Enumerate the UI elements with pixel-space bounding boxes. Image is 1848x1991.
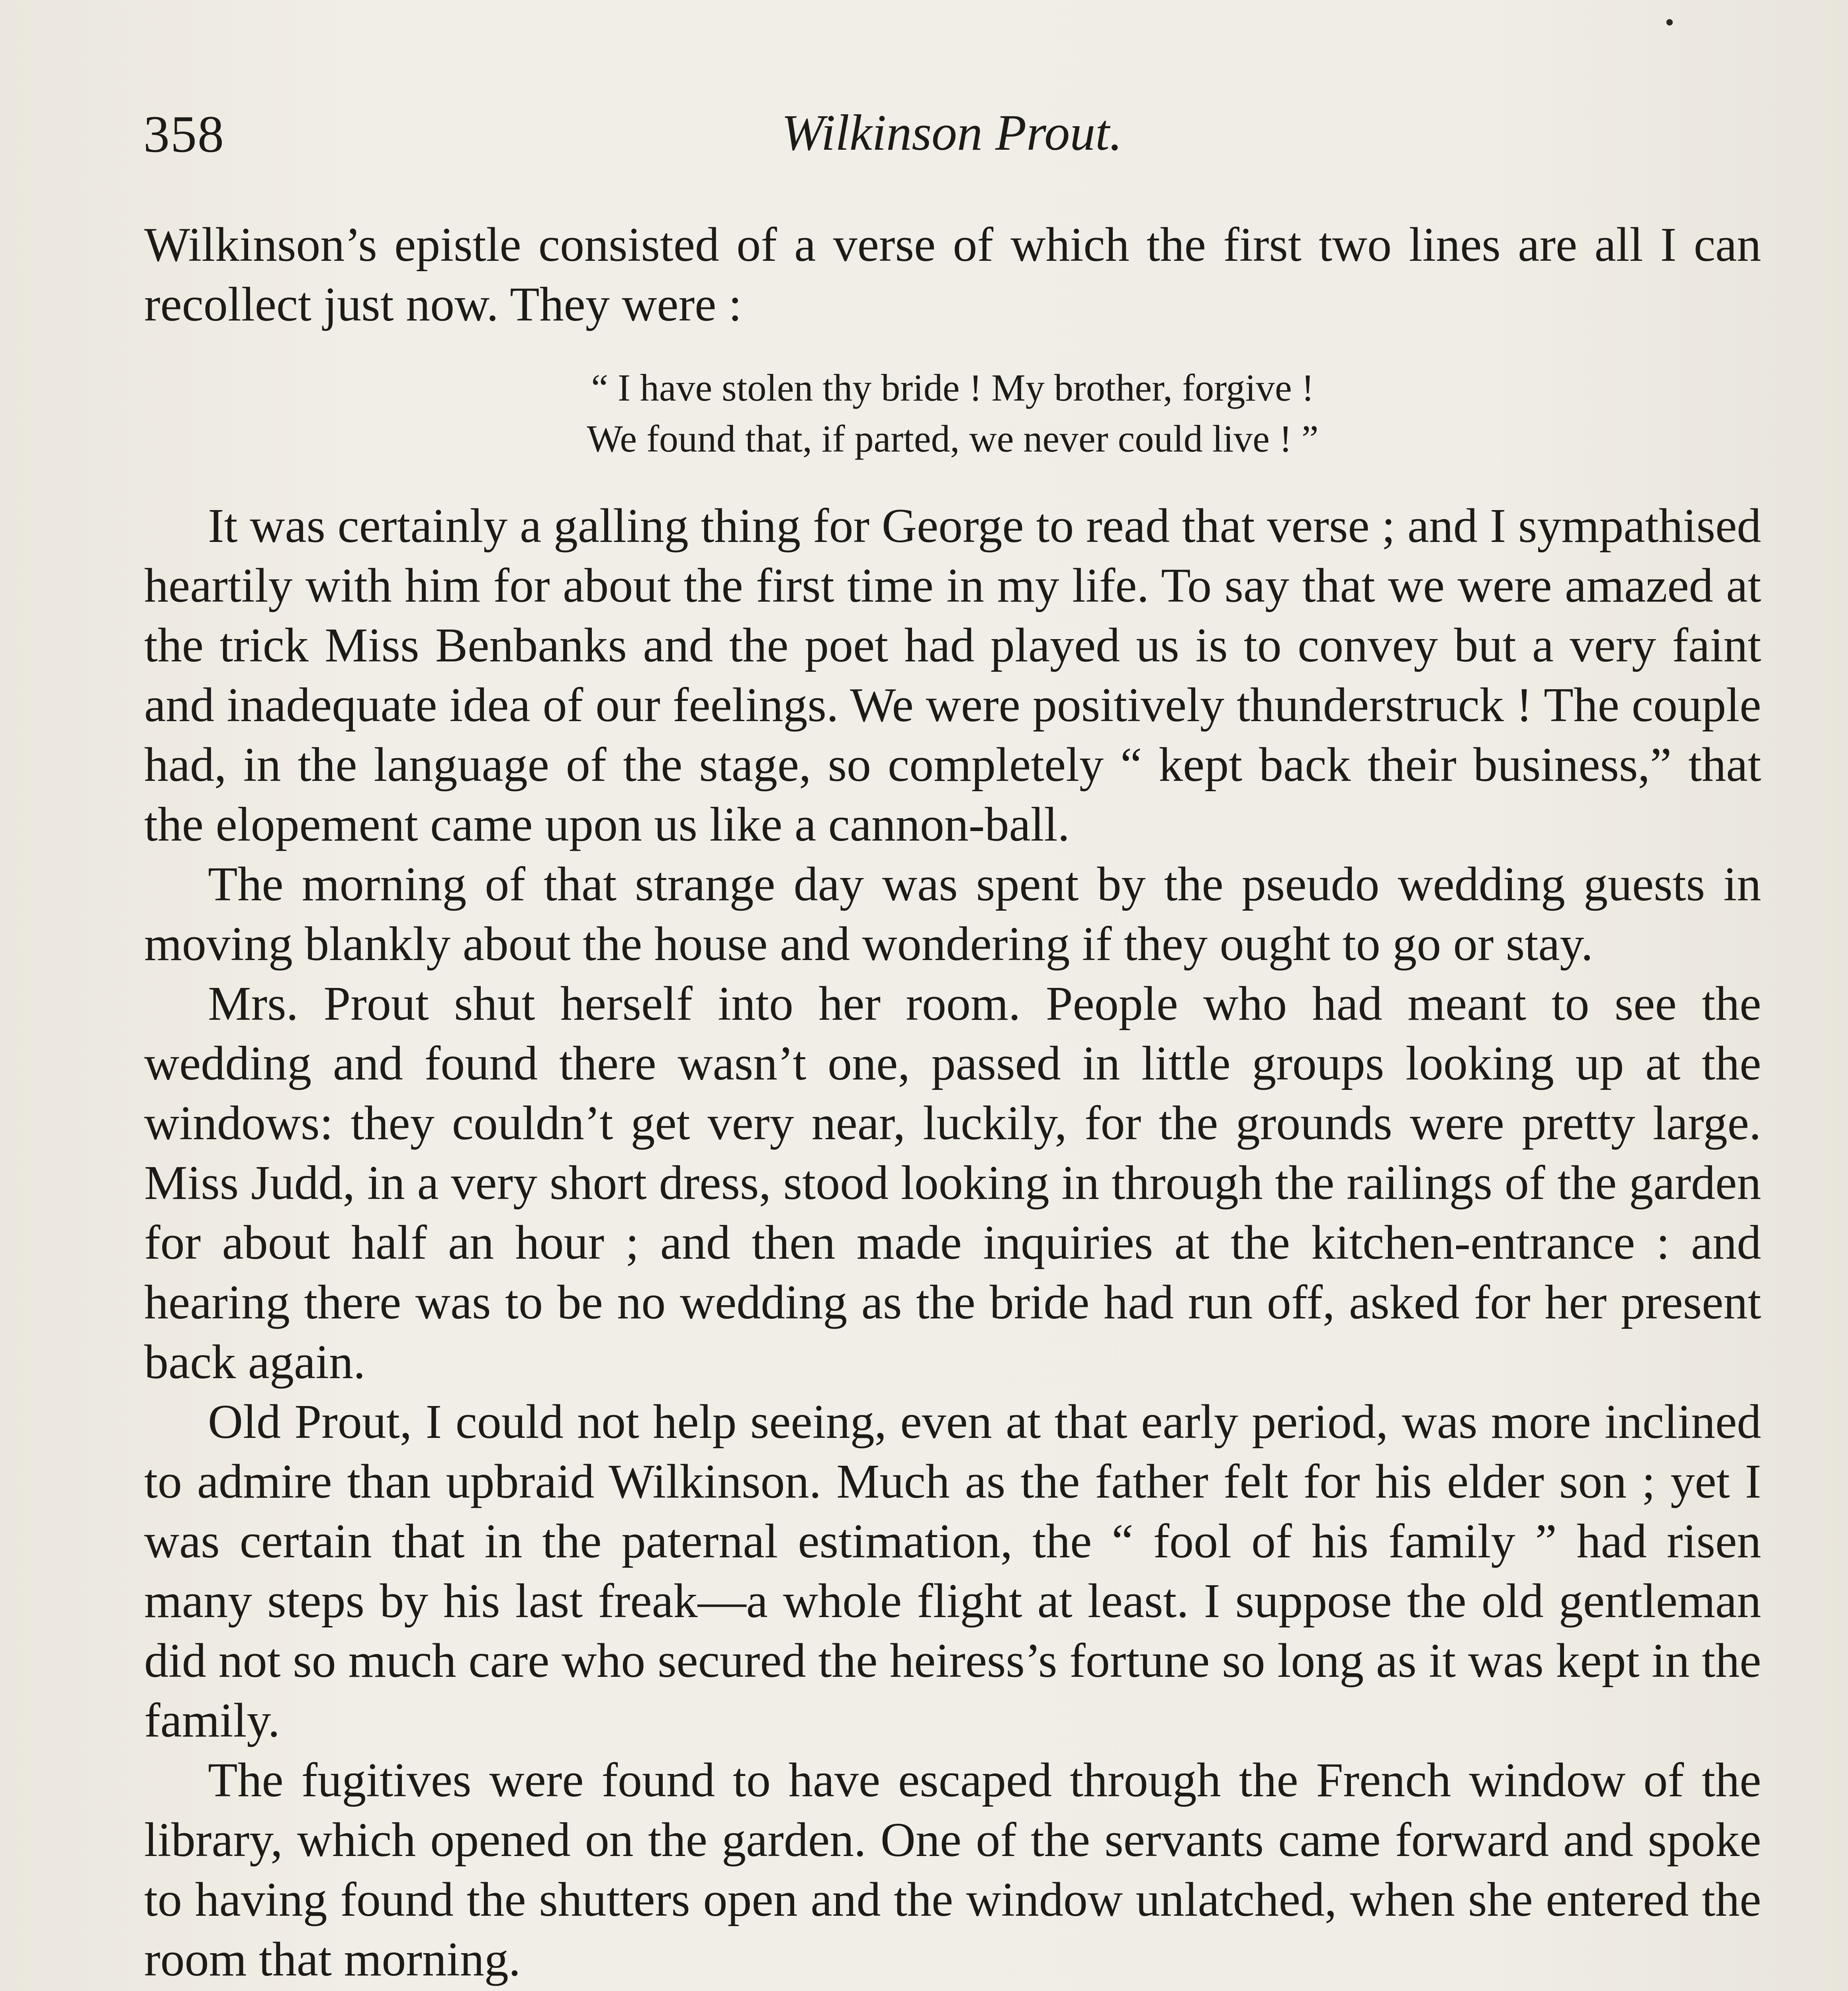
paragraph-morning: The morning of that strange day was spent by the pseudo wedding guests in moving blankly about the house and wondering if they ought to go or stay.	[144, 857, 1761, 971]
paragraph-fugitives: The fugitives were found to have escaped through the French window of the library, which opened on the garden. One of the servants came forward and spoke to having found the shutters open and the window unlatched, when she entered the room that morning.	[144, 1753, 1761, 1986]
verse-line-1: “ I have stolen thy bride ! My brother, forgive !	[591, 366, 1314, 409]
ink-speck	[1666, 19, 1673, 25]
paragraph-epistle: Wilkinson’s epistle consisted of a verse of which the first two lines are all I can recollect just now. They were :	[144, 218, 1761, 331]
paragraph-mrs-prout: Mrs. Prout shut herself into her room. People who had meant to see the wedding and found there wasn’t one, passed in little groups looking up at the windows: they couldn’t get very near, luckily, for the grounds were pretty large. Miss Judd, in a very short dress, stood looking in through the railings of the garden for about half an hour ; and then made inquiries at the kitchen-entrance : and hearing there was to be no wedding as the bride had run off, asked for her present back again.	[144, 977, 1761, 1389]
paragraph-george-prout	[144, 1989, 1761, 1991]
verse-quote	[144, 362, 1761, 464]
page-body	[144, 215, 1761, 1991]
verse-line-2: We found that, if parted, we never could live ! ”	[587, 417, 1319, 460]
page-header	[143, 100, 1760, 171]
paragraph-galling: It was certainly a galling thing for George to read that verse ; and I sympathised heartily with him for about the first time in my life. To say that we were amazed at the trick Miss Benbanks and the poet had played us is to convey but a very faint and inadequate idea of our feelings. We were positively thunderstruck ! The couple had, in the language of the stage, so completely “ kept back their business,” that the elopement came upon us like a cannon-ball.	[144, 499, 1761, 851]
page-number: 358	[143, 105, 225, 163]
running-title: Wilkinson Prout.	[781, 104, 1122, 161]
paragraph-old-prout: Old Prout, I could not help seeing, even at that early period, was more inclined to admire than upbraid Wilkinson. Much as the father felt for his elder son ; yet I was certain that in the paternal estimation, the “ fool of his family ” had risen many steps by his last freak—a whole flight at least. I suppose the old gentleman did not so much care who secured the heiress’s fortune so long as it was kept in the family.	[144, 1395, 1761, 1747]
